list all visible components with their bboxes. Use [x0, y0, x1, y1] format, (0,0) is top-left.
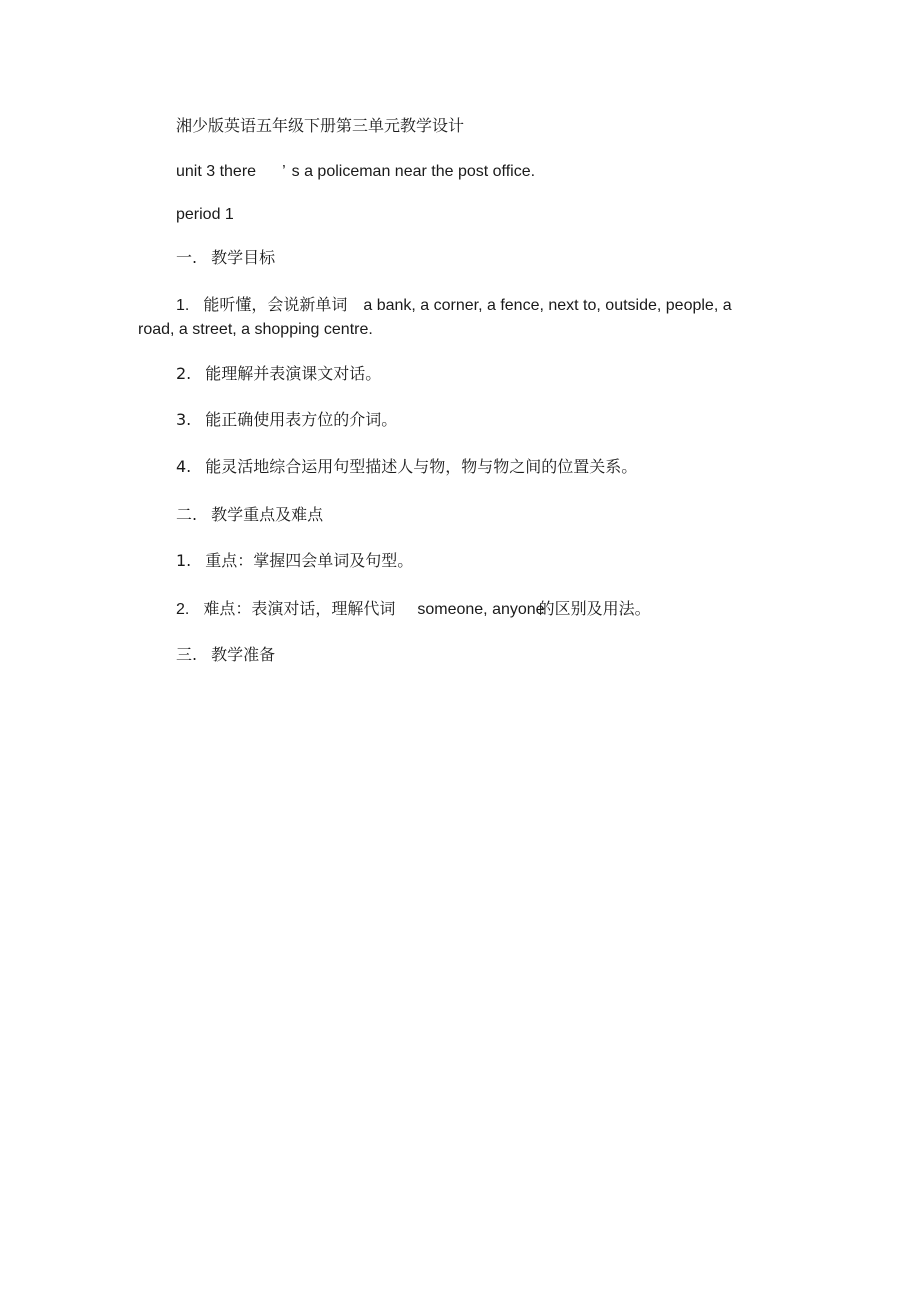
- item-cn-text: 能听懂，会说新单词: [203, 295, 348, 314]
- item-text: 重点：掌握四会单词及句型。: [205, 551, 414, 570]
- item-number: 1.: [176, 297, 190, 314]
- section-preparation-heading: [176, 645, 275, 665]
- section-number: 二.: [176, 505, 198, 524]
- section-number: 三.: [176, 645, 198, 664]
- section-title: 教学重点及难点: [211, 505, 324, 524]
- unit-apostrophe: ’: [282, 163, 286, 180]
- objective-item-1: [176, 295, 732, 316]
- item-number: 2.: [176, 601, 190, 618]
- item-en-text: someone, anyone: [417, 601, 545, 618]
- section-number: 一.: [176, 248, 198, 267]
- unit-part1: unit 3 there: [176, 163, 257, 180]
- objective-item-3: [176, 410, 397, 430]
- doc-title-text: 湘少版英语五年级下册第三单元教学设计: [176, 116, 465, 135]
- item-number: 2.: [176, 364, 192, 383]
- section-title: 教学准备: [211, 645, 276, 664]
- unit-line: [176, 162, 535, 182]
- item-cn-text: 难点：表演对话，理解代词: [203, 599, 396, 618]
- period-line: [176, 205, 234, 225]
- item-text: 能理解并表演课文对话。: [205, 364, 382, 383]
- item-text: 能灵活地综合运用句型描述人与物，物与物之间的位置关系。: [205, 457, 638, 476]
- section-objectives-heading: [176, 248, 275, 268]
- keypoint-item-2: [176, 599, 651, 620]
- doc-title: [176, 116, 464, 136]
- item-number: 1.: [176, 551, 192, 570]
- section-keypoints-heading: [176, 505, 323, 525]
- item-tail-text: 的区别及用法。: [538, 599, 651, 618]
- unit-part3: s a policeman near the post office.: [291, 163, 536, 180]
- keypoint-item-1: [176, 551, 413, 571]
- item-cont-text: road, a street, a shopping centre.: [138, 321, 373, 338]
- section-title: 教学目标: [211, 248, 276, 267]
- period-text: period 1: [176, 206, 234, 223]
- item-en-text: a bank, a corner, a fence, next to, outside, people, a: [363, 297, 732, 314]
- item-number: 3.: [176, 410, 192, 429]
- item-number: 4.: [176, 457, 192, 476]
- item-text: 能正确使用表方位的介词。: [205, 410, 398, 429]
- objective-item-1-continuation: [138, 320, 373, 340]
- objective-item-4: [176, 457, 637, 477]
- objective-item-2: [176, 364, 381, 384]
